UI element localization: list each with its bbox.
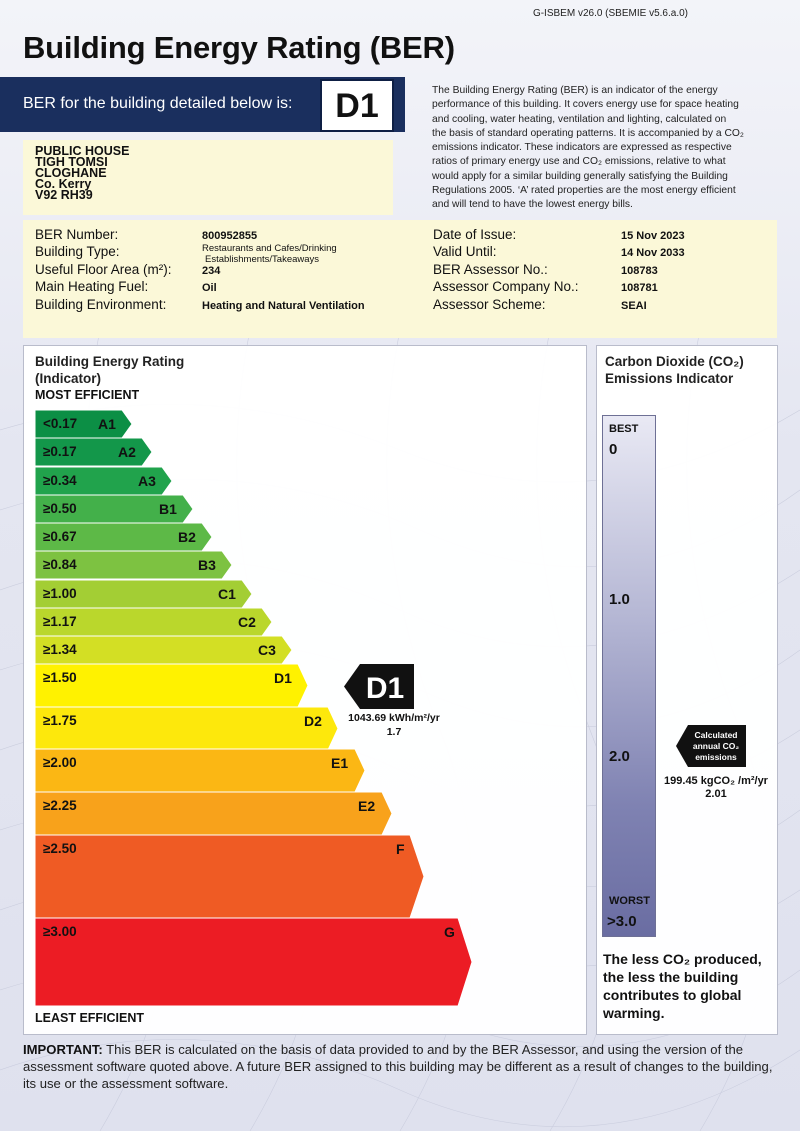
address-line: TIGH TOMSI bbox=[35, 155, 108, 169]
co2-scale-bar bbox=[602, 415, 656, 937]
description-line: Regulations 2005. ‘A’ rated properties are the most energy efficient bbox=[432, 185, 736, 197]
ber-band-threshold: ≥0.84 bbox=[43, 557, 77, 572]
ber-band-grade: C3 bbox=[258, 642, 276, 658]
description-line: and will tend to have the lowest energy bills. bbox=[432, 199, 633, 211]
ber-band-grade: A3 bbox=[138, 473, 156, 489]
building-type-value: Restaurants and Cafes/Drinking bbox=[202, 243, 337, 254]
co2-marker-line-1: Calculated bbox=[694, 730, 738, 740]
address-line: V92 RH39 bbox=[35, 188, 93, 202]
ber-band-threshold: ≥2.00 bbox=[43, 755, 77, 770]
environment-value: Heating and Natural Ventilation bbox=[202, 300, 365, 312]
co2-tick-1: 1.0 bbox=[609, 591, 630, 608]
important-text: This BER is calculated on the basis of data provided to and by the BER Assessor, and using the version of the assessment software quoted above. A future BER assigned to this building may be different as a result of changes to the building, its use or the assessment software. bbox=[23, 1042, 773, 1091]
building-type-value-2: Establishments/Takeaways bbox=[205, 254, 320, 265]
description-line: and cooling, water heating, ventilation and lighting, calculated on bbox=[432, 113, 727, 125]
ber-indicator-value: 1043.69 kWh/m²/yr bbox=[348, 712, 440, 724]
ber-band-grade: F bbox=[396, 841, 405, 857]
ber-rating-box: D1 bbox=[320, 79, 394, 132]
ber-band-threshold: ≥0.50 bbox=[43, 501, 77, 516]
ber-band-grade: G bbox=[444, 924, 455, 940]
description-line: ratios of primary energy use and CO₂ emissions, relative to what bbox=[432, 156, 726, 168]
ber-band-e2 bbox=[35, 792, 392, 835]
ber-band-grade: D2 bbox=[304, 713, 322, 729]
co2-best-value: 0 bbox=[609, 441, 618, 458]
ber-band-threshold: ≥0.67 bbox=[43, 529, 77, 544]
ber-scale-heading-2: (Indicator) bbox=[35, 371, 101, 386]
ber-rating-arrow bbox=[344, 664, 414, 709]
co2-heading-2: Emissions Indicator bbox=[605, 371, 734, 386]
ber-scale-heading: Building Energy Rating bbox=[35, 354, 185, 369]
ber-band-grade: C1 bbox=[218, 586, 236, 602]
ber-band-threshold: ≥1.50 bbox=[43, 670, 77, 685]
description-line: The Building Energy Rating (BER) is an indicator of the energy bbox=[432, 85, 718, 96]
ber-band-grade: C2 bbox=[238, 614, 256, 630]
floor-area-label: Useful Floor Area (m²): bbox=[35, 262, 172, 277]
description-line: the basis of standard operating patterns. It is accompanied by a CO₂ bbox=[432, 127, 744, 139]
ber-band-grade: D1 bbox=[274, 670, 292, 686]
valid-until-label: Valid Until: bbox=[433, 244, 497, 259]
software-version: G-ISBEM v26.0 (SBEMIE v5.6.a.0) bbox=[532, 8, 688, 19]
ber-band-threshold: ≥2.25 bbox=[43, 798, 77, 813]
environment-label: Building Environment: bbox=[35, 297, 167, 312]
scheme-value: SEAI bbox=[621, 300, 647, 312]
ber-number-label: BER Number: bbox=[35, 227, 119, 242]
company-no-label: Assessor Company No.: bbox=[433, 279, 579, 294]
assessor-no-value: 108783 bbox=[621, 265, 658, 277]
co2-marker-line-3: emissions bbox=[695, 752, 737, 762]
ber-band-e1 bbox=[35, 749, 365, 792]
heating-fuel-label: Main Heating Fuel: bbox=[35, 279, 149, 294]
ber-band-threshold: ≥1.00 bbox=[43, 586, 77, 601]
description-line: performance of this building. It covers energy use for space heating bbox=[432, 99, 739, 111]
ber-band-grade: A1 bbox=[98, 416, 116, 432]
ber-band-threshold: ≥1.17 bbox=[43, 614, 77, 629]
co2-note: The less CO₂ produced, the less the building contributes to global warming. bbox=[603, 951, 762, 1021]
most-efficient-label: MOST EFFICIENT bbox=[35, 388, 140, 402]
heating-fuel-value: Oil bbox=[202, 282, 217, 294]
co2-marker-line-2: annual CO₂ bbox=[692, 741, 740, 751]
ber-band-grade: B1 bbox=[159, 501, 177, 517]
company-no-value: 108781 bbox=[621, 282, 658, 294]
date-issue-value: 15 Nov 2023 bbox=[621, 230, 685, 242]
address-line: Co. Kerry bbox=[35, 177, 92, 191]
page-title: Building Energy Rating (BER) bbox=[23, 30, 455, 65]
valid-until-value: 14 Nov 2033 bbox=[621, 247, 685, 259]
ber-band-threshold: ≥1.75 bbox=[43, 713, 77, 728]
ber-band-grade: E1 bbox=[331, 755, 349, 771]
assessor-no-label: BER Assessor No.: bbox=[433, 262, 548, 277]
co2-worst-label: WORST bbox=[609, 895, 650, 907]
important-notice bbox=[23, 1041, 780, 1092]
ber-band-grade: B2 bbox=[178, 529, 196, 545]
date-issue-label: Date of Issue: bbox=[433, 227, 517, 242]
co2-best-label: BEST bbox=[609, 423, 639, 435]
ber-number-value: 800952855 bbox=[202, 230, 258, 242]
ber-band-g bbox=[35, 918, 472, 1006]
ber-band-threshold: ≥3.00 bbox=[43, 924, 77, 939]
ber-band-grade: E2 bbox=[358, 798, 376, 814]
co2-ratio: 2.01 bbox=[705, 788, 727, 800]
ber-rating-arrow-label: D1 bbox=[365, 672, 405, 705]
ber-band-threshold: ≥0.34 bbox=[43, 473, 77, 488]
co2-marker-arrow bbox=[676, 725, 746, 767]
description-line: would apply for a similar building generally satisfying the Building bbox=[432, 170, 728, 182]
address-line: CLOGHANE bbox=[35, 166, 107, 180]
ber-band-threshold: <0.17 bbox=[43, 416, 78, 431]
ber-band-grade: B3 bbox=[198, 557, 216, 573]
ber-band-threshold: ≥2.50 bbox=[43, 841, 77, 856]
co2-value: 199.45 kgCO₂ /m²/yr bbox=[664, 775, 768, 787]
building-type-label: Building Type: bbox=[35, 244, 120, 259]
co2-tick-2: 2.0 bbox=[609, 748, 630, 765]
ber-band-d2 bbox=[35, 707, 338, 750]
ber-band-f bbox=[35, 835, 424, 918]
ber-band-threshold: ≥1.34 bbox=[43, 642, 77, 657]
important-label: IMPORTANT: bbox=[23, 1042, 103, 1057]
ber-banner-label: BER for the building detailed below is: bbox=[23, 95, 293, 112]
co2-worst-value: >3.0 bbox=[607, 913, 637, 930]
ber-indicator-ratio: 1.7 bbox=[386, 726, 402, 738]
floor-area-value: 234 bbox=[202, 265, 221, 277]
ber-band-grade: A2 bbox=[118, 444, 136, 460]
description-line: emissions indicator. These indicators are expressed as respective bbox=[432, 142, 732, 154]
address-line: PUBLIC HOUSE bbox=[35, 144, 130, 158]
least-efficient-label: LEAST EFFICIENT bbox=[35, 1011, 145, 1025]
co2-heading: Carbon Dioxide (CO₂) bbox=[605, 354, 744, 369]
ber-band-threshold: ≥0.17 bbox=[43, 444, 77, 459]
scheme-label: Assessor Scheme: bbox=[433, 297, 546, 312]
